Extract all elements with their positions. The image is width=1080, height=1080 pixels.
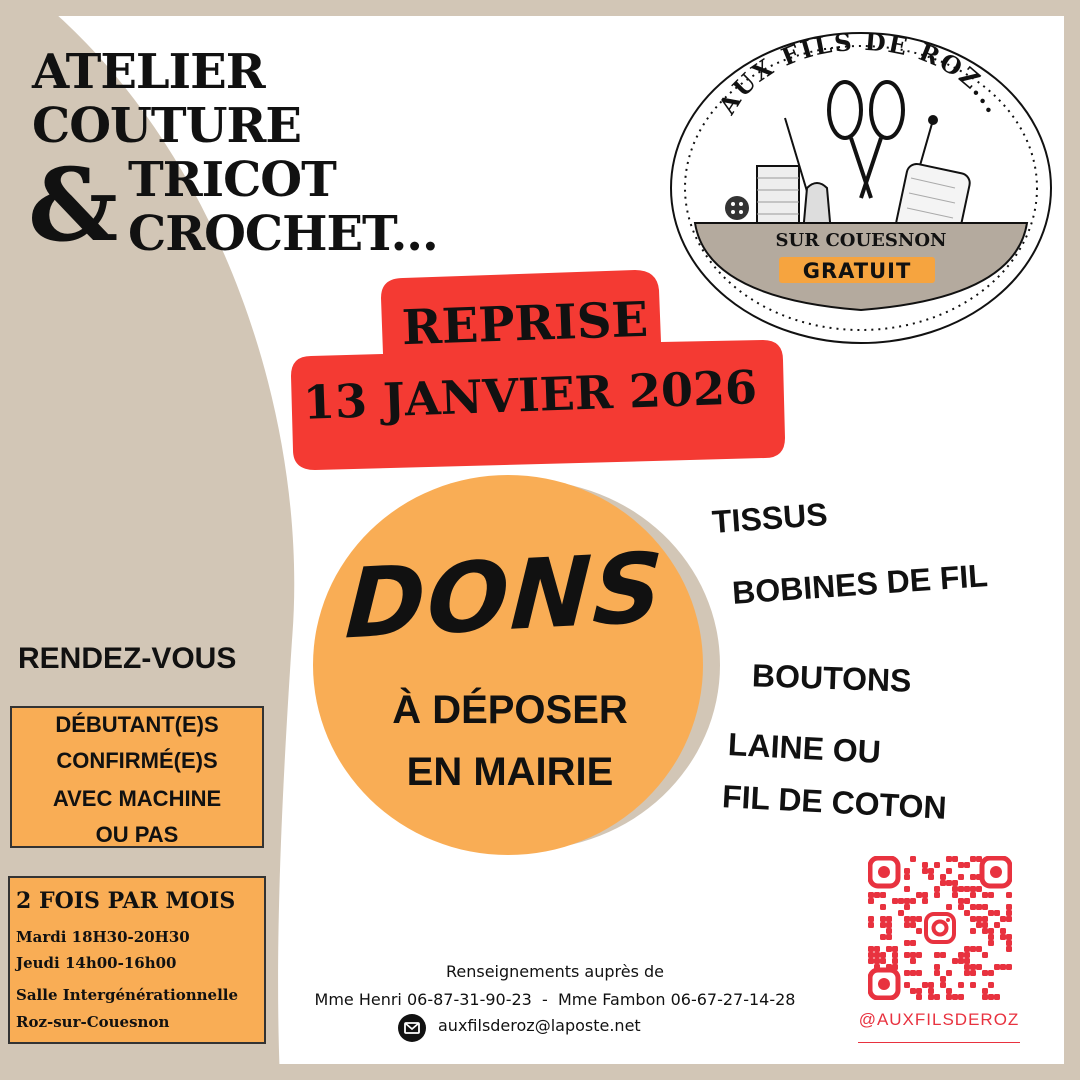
logo-badge-gratuit: GRATUIT — [802, 259, 912, 283]
qr-module — [946, 994, 952, 1000]
qr-module — [916, 952, 922, 958]
qr-module — [964, 946, 970, 952]
qr-module — [880, 952, 886, 958]
qr-module — [988, 928, 994, 934]
qr-module — [970, 916, 976, 922]
logo-arc-text: AUX FILS DE ROZ... — [712, 28, 1010, 120]
qr-module — [988, 982, 994, 988]
qr-module — [934, 970, 940, 976]
qr-module — [922, 898, 928, 904]
qr-module — [982, 892, 988, 898]
qr-module — [940, 874, 946, 880]
reprise-title: REPRISE — [401, 291, 649, 357]
qr-module — [928, 868, 934, 874]
qr-module — [904, 940, 910, 946]
qr-module — [868, 952, 874, 958]
qr-module — [952, 886, 958, 892]
qr-module — [964, 898, 970, 904]
qr-module — [1000, 964, 1006, 970]
qr-module — [868, 892, 874, 898]
qr-module — [976, 886, 982, 892]
qr-module — [958, 982, 964, 988]
qr-module — [910, 988, 916, 994]
qr-module — [886, 934, 892, 940]
qr-module — [904, 874, 910, 880]
qr-module — [994, 994, 1000, 1000]
qr-module — [982, 952, 988, 958]
qr-module — [874, 952, 880, 958]
item-bobines: BOBINES DE FIL — [731, 557, 989, 611]
qr-module — [928, 988, 934, 994]
qr-module — [994, 922, 1000, 928]
qr-module — [892, 898, 898, 904]
qr-module — [958, 862, 964, 868]
qr-module — [940, 976, 946, 982]
qr-module — [880, 916, 886, 922]
qr-module — [970, 982, 976, 988]
qr-module — [868, 916, 874, 922]
dons-line-deposer: À DÉPOSER — [392, 688, 628, 732]
level-debutants: DÉBUTANT(E)S — [55, 712, 219, 737]
qr-module — [976, 964, 982, 970]
qr-module — [868, 958, 874, 964]
qr-module — [910, 952, 916, 958]
qr-finder-top-left — [870, 858, 898, 886]
qr-module — [934, 862, 940, 868]
qr-module — [910, 898, 916, 904]
schedule-mardi: Mardi 18H30-20H30 — [16, 928, 190, 946]
qr-module — [868, 922, 874, 928]
qr-module — [916, 970, 922, 976]
qr-module — [904, 904, 910, 910]
qr-module — [934, 886, 940, 892]
schedule-jeudi: Jeudi 14h00-16h00 — [16, 954, 177, 972]
qr-module — [916, 916, 922, 922]
qr-module — [958, 952, 964, 958]
qr-module — [982, 922, 988, 928]
schedule-salle: Salle Intergénérationnelle — [16, 986, 239, 1004]
button-icon — [725, 196, 749, 220]
qr-module — [982, 994, 988, 1000]
qr-module — [904, 916, 910, 922]
qr-module — [958, 994, 964, 1000]
reprise-date: 13 JANVIER 2026 — [302, 360, 758, 430]
qr-module — [970, 904, 976, 910]
qr-module — [946, 880, 952, 886]
qr-module — [904, 898, 910, 904]
qr-module — [1000, 928, 1006, 934]
qr-module — [988, 940, 994, 946]
qr-module — [1006, 940, 1012, 946]
qr-module — [910, 916, 916, 922]
qr-module — [958, 904, 964, 910]
qr-module — [910, 940, 916, 946]
qr-module — [910, 958, 916, 964]
qr-module — [964, 910, 970, 916]
qr-module — [934, 892, 940, 898]
qr-module — [904, 982, 910, 988]
qr-module — [898, 898, 904, 904]
dons-line-mairie: EN MAIRIE — [406, 750, 614, 794]
qr-module — [952, 856, 958, 862]
qr-module — [952, 994, 958, 1000]
qr-module — [970, 892, 976, 898]
qr-module — [904, 886, 910, 892]
qr-module — [880, 904, 886, 910]
qr-module — [928, 982, 934, 988]
qr-module — [940, 982, 946, 988]
qr-module — [970, 886, 976, 892]
qr-module — [886, 916, 892, 922]
qr-module — [976, 946, 982, 952]
handle-underline — [858, 1042, 1020, 1043]
item-boutons: BOUTONS — [751, 657, 913, 699]
qr-module — [946, 988, 952, 994]
qr-module — [970, 970, 976, 976]
qr-module — [964, 970, 970, 976]
qr-module — [928, 994, 934, 1000]
title-atelier: ATELIER — [32, 44, 265, 100]
qr-module — [982, 904, 988, 910]
title-tricot: TRICOT — [128, 152, 336, 208]
qr-module — [976, 916, 982, 922]
qr-module — [964, 952, 970, 958]
qr-module — [964, 862, 970, 868]
qr-module — [892, 946, 898, 952]
qr-module — [982, 970, 988, 976]
qr-module — [970, 946, 976, 952]
qr-module — [916, 928, 922, 934]
level-ou-pas: OU PAS — [95, 822, 179, 847]
qr-module — [892, 958, 898, 964]
qr-module — [946, 970, 952, 976]
qr-module — [994, 964, 1000, 970]
qr-module — [988, 934, 994, 940]
qr-module — [952, 880, 958, 886]
qr-module — [916, 988, 922, 994]
qr-module — [904, 868, 910, 874]
qr-module — [904, 970, 910, 976]
qr-module — [868, 946, 874, 952]
qr-module — [958, 874, 964, 880]
instagram-qr-code[interactable] — [868, 856, 1012, 1000]
qr-module — [922, 862, 928, 868]
qr-module — [880, 934, 886, 940]
qr-module — [874, 946, 880, 952]
qr-module — [934, 964, 940, 970]
qr-module — [1000, 916, 1006, 922]
qr-module — [922, 868, 928, 874]
item-laine: LAINE OU — [727, 726, 882, 770]
logo-subtitle: SUR COUESNON — [775, 230, 947, 251]
qr-module — [886, 946, 892, 952]
schedule-heading: 2 FOIS PAR MOIS — [16, 888, 236, 914]
qr-module — [1006, 910, 1012, 916]
qr-module — [1006, 904, 1012, 910]
qr-finder-top-right — [982, 858, 1010, 886]
qr-module — [880, 922, 886, 928]
qr-module — [910, 922, 916, 928]
title-crochet: CROCHET... — [128, 206, 438, 262]
title-couture: COUTURE — [32, 98, 301, 154]
qr-module — [958, 898, 964, 904]
qr-module — [868, 898, 874, 904]
item-fil-coton: FIL DE COTON — [721, 778, 948, 826]
qr-module — [1006, 892, 1012, 898]
qr-module — [952, 892, 958, 898]
mail-icon — [398, 1014, 426, 1042]
qr-module — [988, 970, 994, 976]
qr-module — [874, 892, 880, 898]
qr-module — [946, 856, 952, 862]
qr-module — [970, 856, 976, 862]
qr-module — [982, 928, 988, 934]
qr-module — [964, 886, 970, 892]
qr-module — [904, 952, 910, 958]
qr-module — [898, 910, 904, 916]
qr-module — [958, 958, 964, 964]
qr-module — [994, 910, 1000, 916]
qr-module — [988, 910, 994, 916]
qr-finder-bottom-left — [870, 970, 898, 998]
qr-module — [922, 982, 928, 988]
qr-module — [976, 922, 982, 928]
qr-module — [940, 880, 946, 886]
info-contacts: Mme Henri 06-87-31-90-23 - Mme Fambon 06-67-27-14-28 — [314, 990, 796, 1009]
qr-module — [916, 892, 922, 898]
qr-module — [904, 922, 910, 928]
qr-module — [976, 904, 982, 910]
qr-module — [964, 958, 970, 964]
qr-module — [946, 868, 952, 874]
qr-module — [928, 874, 934, 880]
qr-module — [1006, 934, 1012, 940]
qr-module — [1006, 916, 1012, 922]
qr-module — [952, 958, 958, 964]
schedule-lieu: Roz-sur-Couesnon — [16, 1013, 170, 1031]
level-confirmes: CONFIRMÉ(E)S — [56, 748, 218, 773]
qr-module — [874, 958, 880, 964]
qr-module — [916, 994, 922, 1000]
dons-heading: DONS — [342, 531, 668, 661]
qr-module — [910, 970, 916, 976]
qr-module — [934, 952, 940, 958]
qr-module — [970, 964, 976, 970]
info-title: Renseignements auprès de — [445, 962, 664, 981]
qr-module — [964, 964, 970, 970]
rendezvous-heading: RENDEZ-VOUS — [18, 642, 237, 675]
title-ampersand: & — [28, 146, 119, 264]
qr-module — [982, 988, 988, 994]
item-tissus: TISSUS — [710, 496, 829, 540]
qr-module — [1000, 934, 1006, 940]
qr-module — [982, 916, 988, 922]
qr-module — [934, 994, 940, 1000]
level-avec-machine: AVEC MACHINE — [52, 786, 222, 811]
qr-module — [970, 874, 976, 880]
qr-module — [886, 928, 892, 934]
qr-module — [958, 886, 964, 892]
qr-module — [880, 892, 886, 898]
instagram-icon — [924, 912, 956, 944]
qr-module — [946, 904, 952, 910]
qr-module — [940, 952, 946, 958]
email-link[interactable]: auxfilsderoz@laposte.net — [438, 1016, 641, 1035]
qr-module — [1006, 946, 1012, 952]
qr-module — [910, 856, 916, 862]
qr-module — [988, 892, 994, 898]
qr-module — [892, 952, 898, 958]
qr-module — [886, 922, 892, 928]
qr-module — [988, 994, 994, 1000]
qr-module — [970, 928, 976, 934]
qr-module — [880, 958, 886, 964]
instagram-handle[interactable]: @AUXFILSDEROZ — [858, 1010, 1020, 1029]
qr-module — [1006, 964, 1012, 970]
qr-module — [922, 892, 928, 898]
